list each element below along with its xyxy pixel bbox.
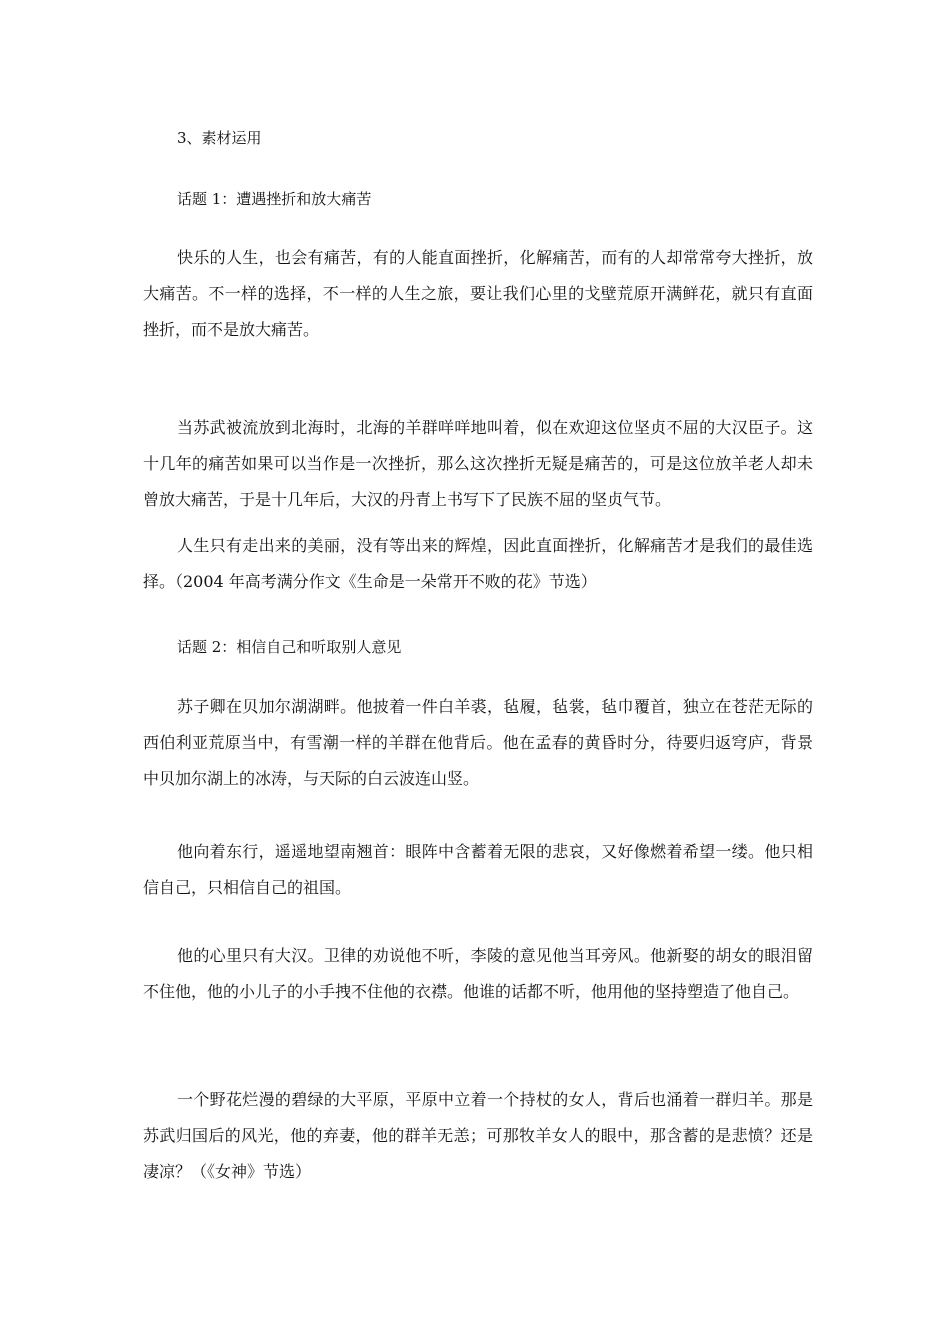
- topic-2-paragraph-4: 一个野花烂漫的碧绿的大平原，平原中立着一个持杖的女人，背后也涌着一群归羊。那是苏武归国后的风光，他的弃妻，他的群羊无恙；可那牧羊女人的眼中，那含蓄的是悲愤？还是凄凉？（《女神》节选）: [143, 1090, 813, 1181]
- topic-1-paragraph-3: 人生只有走出来的美丽，没有等出来的辉煌，因此直面挫折，化解痛苦才是我们的最佳选择。（2004 年高考满分作文《生命是一朵常开不败的花》节选）: [143, 536, 813, 591]
- topic-2-paragraph-3: 他的心里只有大汉。卫律的劝说他不听，李陵的意见他当耳旁风。他新娶的胡女的眼泪留不住他，他的小儿子的小手拽不住他的衣襟。他谁的话都不听，他用他的坚持塑造了他自己。: [143, 946, 813, 1001]
- topic-2-paragraph-1: 苏子卿在贝加尔湖湖畔。他披着一件白羊裘，毡履，毡裳，毡巾覆首，独立在苍茫无际的西伯利亚荒原当中，有雪潮一样的羊群在他背后。他在孟春的黄昏时分，待要归返穹庐，背景中贝加尔湖上的冰涛，与天际的白云波连山竖。: [143, 697, 813, 788]
- topic-2-title: 话题 2：相信自己和听取别人意见: [177, 638, 402, 656]
- topic-1-title: 话题 1：遭遇挫折和放大痛苦: [177, 190, 372, 208]
- topic-1-paragraph-1: 快乐的人生，也会有痛苦，有的人能直面挫折，化解痛苦，而有的人却常常夸大挫折，放大痛苦。不一样的选择，不一样的人生之旅，要让我们心里的戈壁荒原开满鲜花，就只有直面挫折，而不是放大痛苦。: [143, 248, 813, 339]
- topic-1-paragraph-2: 当苏武被流放到北海时，北海的羊群咩咩地叫着，似在欢迎这位坚贞不屈的大汉臣子。这十几年的痛苦如果可以当作是一次挫折，那么这次挫折无疑是痛苦的，可是这位放羊老人却未曾放大痛苦，于是十几年后，大汉的丹青上书写下了民族不屈的坚贞气节。: [143, 418, 813, 509]
- topic-2-paragraph-2: 他向着东行，遥遥地望南翘首：眼阵中含蓄着无限的悲哀，又好像燃着希望一缕。他只相信自己，只相信自己的祖国。: [143, 842, 813, 897]
- section-title: 3、素材运用: [177, 129, 262, 147]
